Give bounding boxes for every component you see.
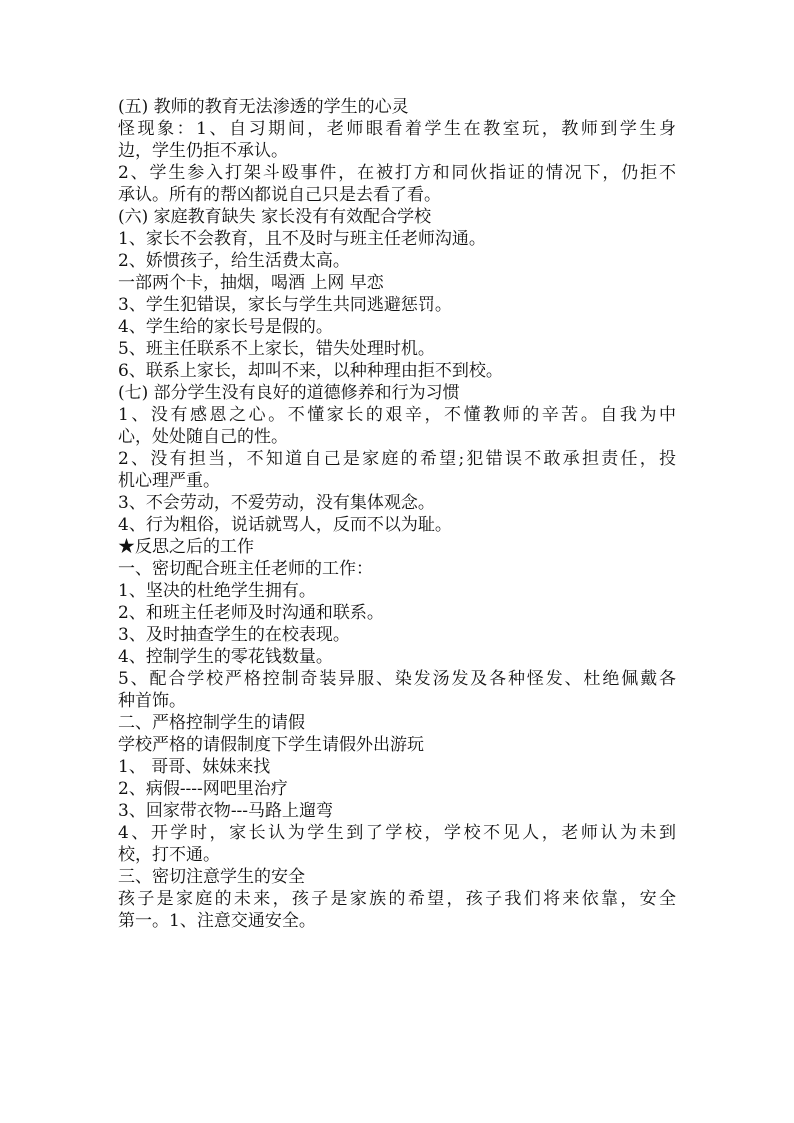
text-line: 种首饰。 xyxy=(118,691,186,711)
list-item: 4、行为粗俗，说话就骂人，反而不以为耻。 xyxy=(118,515,452,535)
list-item: 1、没有感恩之心。不懂家长的艰辛，不懂教师的辛苦。自我为中 xyxy=(118,405,676,425)
text-line: 校，打不通。 xyxy=(118,845,220,865)
text-line: 边，学生仍拒不承认。 xyxy=(118,141,288,161)
text-line: 一部两个卡，抽烟，喝酒 上网 早恋 xyxy=(118,273,384,293)
section-heading: 二、严格控制学生的请假 xyxy=(118,713,305,733)
list-item: 2、没有担当，不知道自己是家庭的希望;犯错误不敢承担责任，投 xyxy=(118,449,676,469)
list-item: 1、坚决的杜绝学生拥有。 xyxy=(118,581,316,601)
list-item: 3、学生犯错误，家长与学生共同逃避惩罚。 xyxy=(118,295,452,315)
list-item: 4、学生给的家长号是假的。 xyxy=(118,317,333,337)
list-item: 3、不会劳动，不爱劳动，没有集体观念。 xyxy=(118,493,435,513)
list-item: 4、控制学生的零花钱数量。 xyxy=(118,647,333,667)
text-line: 第一。1、注意交通安全。 xyxy=(118,911,316,931)
section-heading: ★反思之后的工作 xyxy=(118,537,254,557)
text-line: 2、学生参入打架斗殴事件，在被打方和同伙指证的情况下，仍拒不 xyxy=(118,163,676,183)
list-item: 4、开学时，家长认为学生到了学校，学校不见人，老师认为未到 xyxy=(118,823,676,843)
list-item: 5、班主任联系不上家长，错失处理时机。 xyxy=(118,339,435,359)
list-item: 1、 哥哥、妹妹来找 xyxy=(118,757,271,777)
text-line: 承认。所有的帮凶都说自己只是去看了看。 xyxy=(118,185,441,205)
list-item: 6、联系上家长，却叫不来，以种种理由拒不到校。 xyxy=(118,361,503,381)
text-line: 心，处处随自己的性。 xyxy=(118,427,288,447)
text-line: 学校严格的请假制度下学生请假外出游玩 xyxy=(118,735,424,755)
text-line: 机心理严重。 xyxy=(118,471,220,491)
list-item: 3、及时抽查学生的在校表现。 xyxy=(118,625,350,645)
list-item: 2、病假----网吧里治疗 xyxy=(118,779,288,799)
section-heading: (六) 家庭教育缺失 家长没有有效配合学校 xyxy=(118,207,432,227)
list-item: 3、回家带衣物---马路上遛弯 xyxy=(118,801,334,821)
list-item: 2、和班主任老师及时沟通和联系。 xyxy=(118,603,384,623)
text-line: 孩子是家庭的未来，孩子是家族的希望，孩子我们将来依靠，安全 xyxy=(118,889,676,909)
list-item: 1、家长不会教育，且不及时与班主任老师沟通。 xyxy=(118,229,486,249)
text-line: 怪现象：1、自习期间，老师眼看着学生在教室玩，教师到学生身 xyxy=(118,119,676,139)
section-heading: 一、密切配合班主任老师的工作： xyxy=(118,559,373,579)
document-body xyxy=(118,96,676,932)
section-heading: (七) 部分学生没有良好的道德修养和行为习惯 xyxy=(118,383,460,403)
section-heading: 三、密切注意学生的安全 xyxy=(118,867,305,887)
list-item: 2、娇惯孩子，给生活费太高。 xyxy=(118,251,350,271)
section-heading: (五) 教师的教育无法渗透的学生的心灵 xyxy=(118,97,409,117)
list-item: 5、配合学校严格控制奇装异服、染发汤发及各种怪发、杜绝佩戴各 xyxy=(118,669,676,689)
